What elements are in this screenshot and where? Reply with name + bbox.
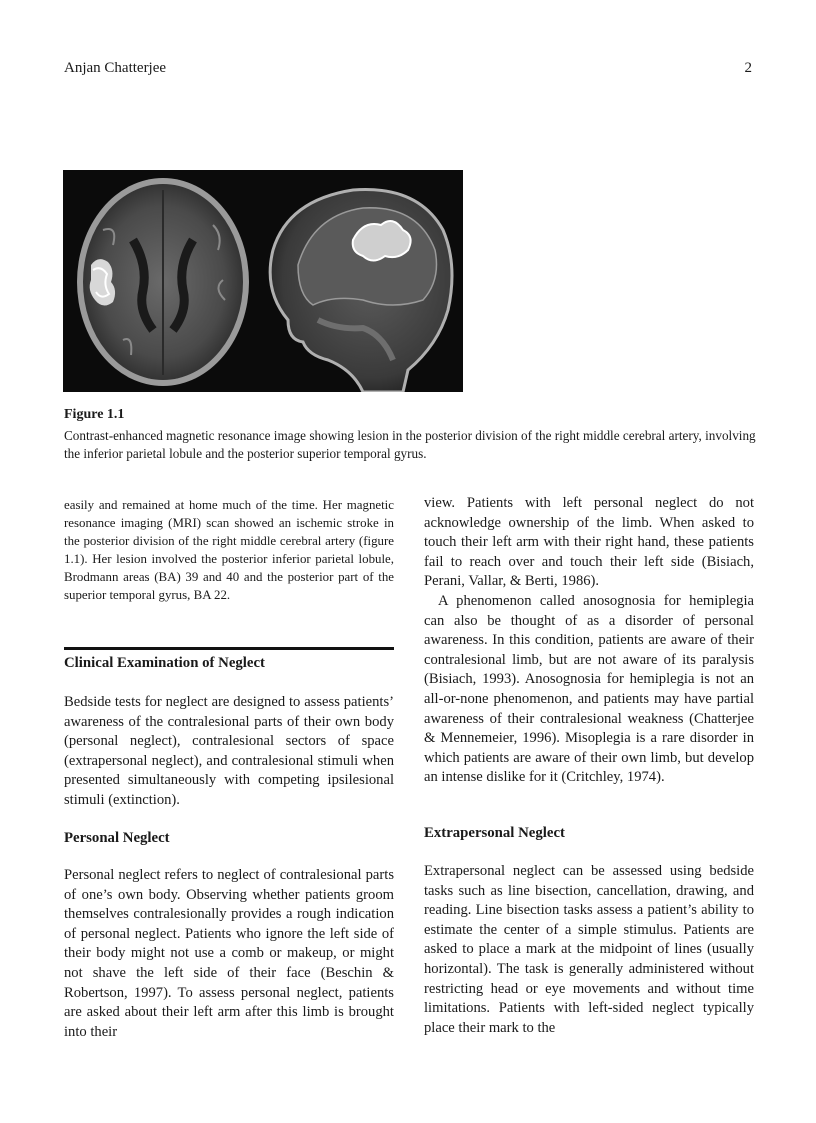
right-paragraph-1: view. Patients with left personal neglect do not acknowledge ownership of the limb. When asked to touch their left arm with their right hand, these patients fail to reach over and touch their left side (Bisiach, Perani, Vallar, & Berti, 1986). — [424, 495, 754, 590]
clinical-examination-paragraph: Bedside tests for neglect are designed to assess patients’ awareness of the contralesional parts of their own body (personal neglect), contralesional sectors of space (extrapersonal neglect), and contralesional stimuli when presented simultaneously with competing ipsilesional stimuli (extinction). — [64, 694, 394, 808]
subheading-extrapersonal-neglect: Extrapersonal Neglect — [424, 825, 565, 841]
extrapersonal-neglect-paragraph: Extrapersonal neglect can be assessed using bedside tasks such as line bisection, cancellation, drawing, and reading. Line bisection tasks assess a patient’s ability to estimate the center of a simple stimulus. Patients are asked to place a mark at the midpoint of lines (usually horizontal). The task is generally administered without restricting head or eye movements and without time limitations. Patients with left-sided neglect typically place their mark to the — [424, 863, 754, 1036]
right-column — [424, 494, 754, 788]
page-number: 2 — [744, 60, 752, 76]
figure-label: Figure 1.1 — [64, 407, 125, 422]
section-rule — [64, 647, 394, 650]
section-heading-clinical-examination: Clinical Examination of Neglect — [64, 655, 265, 671]
left-column — [64, 496, 394, 604]
subheading-personal-neglect: Personal Neglect — [64, 830, 170, 846]
running-header-author: Anjan Chatterjee — [64, 60, 167, 76]
mri-scan-image — [63, 170, 463, 392]
right-paragraph-anosognosia: A phenomenon called anosognosia for hemiplegia can also be thought of as a disorder of personal awareness. In this condition, patients are aware of their contralesional limb, but are not aware of its paralysis (Bisiach, 1993). Anosognosia for hemiplegia is not an all-or-none phenomenon, and patients may have partial awareness of their contralesional weakness (Chatterjee & Mennemeier, 1996). Misoplegia is a rare disorder in which patients are aware of their own limb, but develop an intense dislike for it (Critchley, 1974). — [424, 592, 754, 786]
figure-caption: Contrast-enhanced magnetic resonance image showing lesion in the posterior division of the right middle cerebral artery, involving the inferior parietal lobule and the posterior superior temporal gyrus. — [64, 428, 756, 461]
mri-figure — [63, 170, 463, 392]
personal-neglect-paragraph: Personal neglect refers to neglect of contralesional parts of one’s own body. Observing whether patients groom themselves contralesionally provides a rough indication of personal neglect. Patients who ignore the left side of their body might not use a comb or makeup, or might not shave the left side of their face (Beschin & Robertson, 1997). To assess personal neglect, patients are asked about their left arm after this limb is brought into their — [64, 867, 394, 1040]
continuation-paragraph: easily and remained at home much of the time. Her magnetic resonance imaging (MRI) scan showed an ischemic stroke in the posterior division of the right middle cerebral artery (figure 1.1). Her lesion involved the posterior inferior parietal lobule, Brodmann areas (BA) 39 and 40 and the posterior part of the superior temporal gyrus, BA 22. — [64, 498, 394, 602]
